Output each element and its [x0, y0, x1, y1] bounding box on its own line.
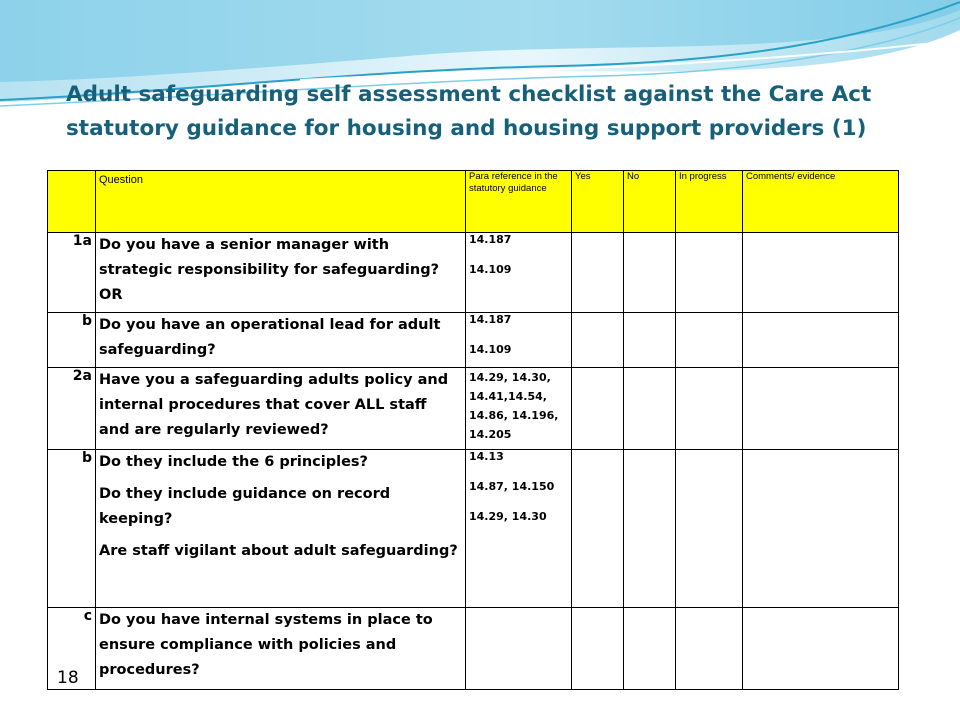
no-cell[interactable] [624, 313, 676, 368]
question-text: Do you have internal systems in place to ensure compliance with policies and procedures? [99, 612, 433, 678]
comments-cell[interactable] [743, 368, 899, 450]
row-question [96, 313, 466, 368]
in-progress-cell[interactable] [676, 608, 743, 690]
row-number: b [48, 450, 96, 608]
question-text: Do you have a senior manager with strategic responsibility for safeguarding? OR [99, 237, 439, 303]
question-text: Do they include guidance on record keeping? [99, 486, 391, 527]
row-question [96, 450, 466, 608]
row-para-reference [466, 233, 572, 313]
para-ref: 14.187 [469, 233, 512, 246]
header-number [48, 171, 96, 233]
comments-cell[interactable] [743, 608, 899, 690]
para-ref: 14.29, 14.30 [469, 510, 547, 523]
row-question [96, 233, 466, 313]
row-para-reference [466, 313, 572, 368]
in-progress-cell[interactable] [676, 313, 743, 368]
question-text: Do you have an operational lead for adult safeguarding? [99, 317, 441, 358]
no-cell[interactable] [624, 368, 676, 450]
table-row [48, 450, 899, 608]
para-ref: 14.187 [469, 313, 512, 326]
header-in-progress: In progress [676, 171, 743, 233]
yes-cell[interactable] [572, 450, 624, 608]
yes-cell[interactable] [572, 608, 624, 690]
row-number: c [48, 608, 96, 690]
table-header-row [48, 171, 899, 233]
comments-cell[interactable] [743, 450, 899, 608]
para-ref: 14.13 [469, 450, 504, 463]
table-row [48, 233, 899, 313]
para-ref: 14.87, 14.150 [469, 480, 555, 493]
question-text: Have you a safeguarding adults policy and internal procedures that cover ALL staff and are regularly reviewed? [99, 372, 449, 438]
row-question [96, 608, 466, 690]
in-progress-cell[interactable] [676, 368, 743, 450]
comments-cell[interactable] [743, 313, 899, 368]
row-number: 1a [48, 233, 96, 313]
slide-title-line-2: statutory guidance for housing and housing support providers (1) [66, 116, 867, 141]
in-progress-cell[interactable] [676, 233, 743, 313]
para-ref: 14.109 [469, 343, 512, 356]
row-para-reference [466, 368, 572, 450]
no-cell[interactable] [624, 450, 676, 608]
para-ref: 14.29, 14.30, 14.41,14.54, 14.86, 14.196, 14.205 [469, 371, 559, 441]
yes-cell[interactable] [572, 313, 624, 368]
header-no: No [624, 171, 676, 233]
yes-cell[interactable] [572, 368, 624, 450]
in-progress-cell[interactable] [676, 450, 743, 608]
header-para-reference: Para reference in the statutory guidance [466, 171, 572, 233]
slide-title [66, 78, 946, 146]
header-comments: Comments/ evidence [743, 171, 899, 233]
question-text: Do they include the 6 principles? [99, 454, 368, 470]
row-question [96, 368, 466, 450]
yes-cell[interactable] [572, 233, 624, 313]
slide-number: 18 [57, 668, 79, 688]
row-number: b [48, 313, 96, 368]
row-number: 2a [48, 368, 96, 450]
row-para-reference [466, 608, 572, 690]
checklist-table [47, 170, 899, 690]
table-row [48, 313, 899, 368]
slide-title-line-1: Adult safeguarding self assessment checklist against the Care Act [66, 82, 872, 107]
comments-cell[interactable] [743, 233, 899, 313]
row-para-reference [466, 450, 572, 608]
table-row [48, 608, 899, 690]
table-row [48, 368, 899, 450]
header-yes: Yes [572, 171, 624, 233]
header-question: Question [96, 171, 466, 233]
no-cell[interactable] [624, 233, 676, 313]
question-text: Are staff vigilant about adult safeguarding? [99, 543, 458, 559]
para-ref: 14.109 [469, 263, 512, 276]
no-cell[interactable] [624, 608, 676, 690]
